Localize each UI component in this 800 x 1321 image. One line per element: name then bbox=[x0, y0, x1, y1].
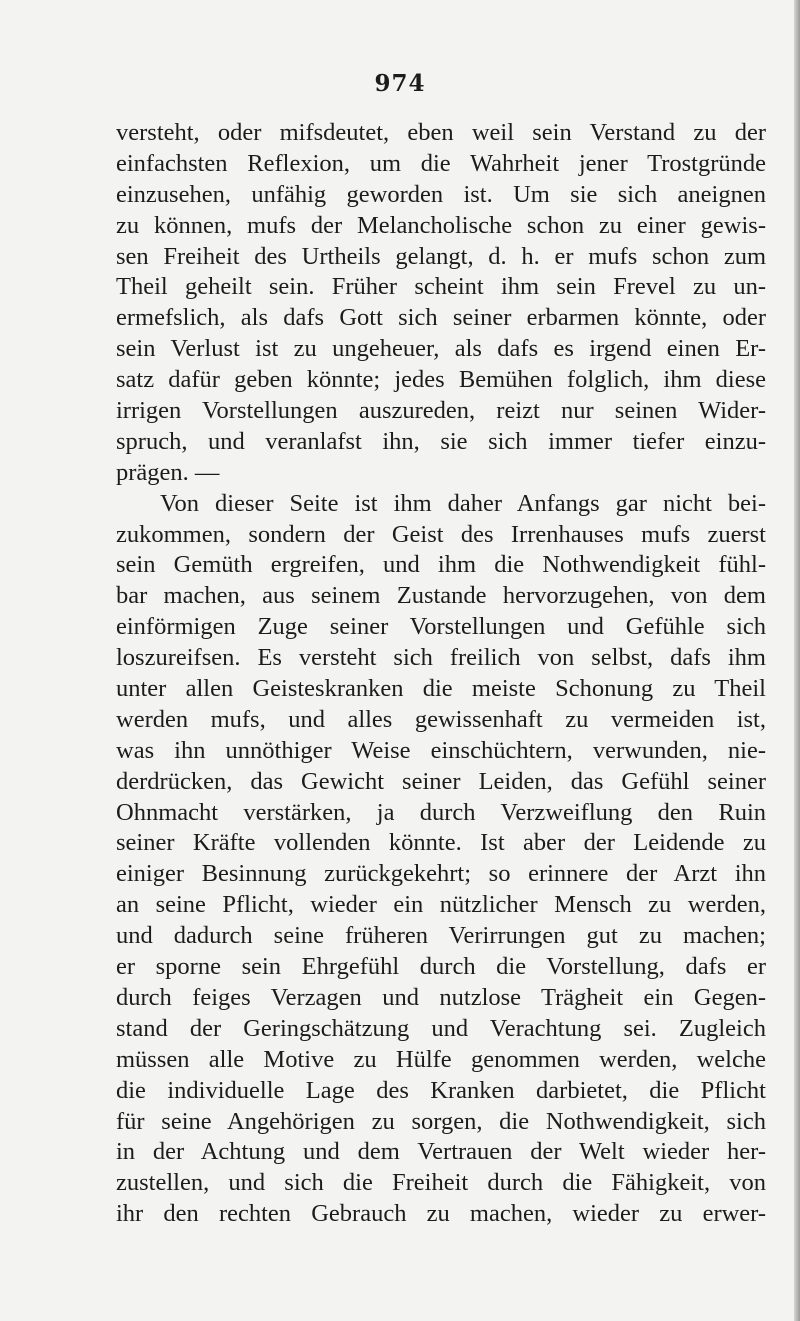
text-line: einiger Besinnung zurückgekehrt; so erinnere der Arzt ihn bbox=[116, 860, 766, 888]
text-line: Theil geheilt sein. Früher scheint ihm sein Frevel zu un- bbox=[116, 273, 766, 301]
text-line: loszureifsen. Es versteht sich freilich von selbst, dafs ihm bbox=[116, 644, 766, 672]
text-line: einzusehen, unfähig geworden ist. Um sie sich aneignen bbox=[116, 180, 766, 208]
text-line: an seine Pflicht, wieder ein nützlicher Mensch zu werden, bbox=[116, 891, 766, 919]
text-line: einfachsten Reflexion, um die Wahrheit jener Trostgründe bbox=[116, 149, 766, 177]
text-line: was ihn unnöthiger Weise einschüchtern, verwunden, nie- bbox=[116, 736, 766, 764]
text-line: in der Achtung und dem Vertrauen der Welt wieder her- bbox=[116, 1138, 766, 1166]
text-line: zu können, mufs der Melancholische schon zu einer gewis- bbox=[116, 211, 766, 239]
text-line: zustellen, und sich die Freiheit durch die Fähigkeit, von bbox=[116, 1169, 766, 1197]
text-line: unter allen Geisteskranken die meiste Schonung zu Theil bbox=[116, 675, 766, 703]
paragraph-start-line: Von dieser Seite ist ihm daher Anfangs gar nicht bei- bbox=[160, 489, 766, 517]
text-line: satz dafür geben könnte; jedes Bemühen folglich, ihm diese bbox=[116, 366, 766, 394]
text-line: spruch, und veranlafst ihn, sie sich immer tiefer einzu- bbox=[116, 427, 766, 455]
text-line: derdrücken, das Gewicht seiner Leiden, das Gefühl seiner bbox=[116, 767, 766, 795]
text-line: Ohnmacht verstärken, ja durch Verzweiflung den Ruin bbox=[116, 798, 766, 826]
page-edge bbox=[794, 0, 800, 1321]
text-line: die individuelle Lage des Kranken darbietet, die Pflicht bbox=[116, 1076, 766, 1104]
text-line: zukommen, sondern der Geist des Irrenhauses mufs zuerst bbox=[116, 520, 766, 548]
text-line: einförmigen Zuge seiner Vorstellungen und Gefühle sich bbox=[116, 613, 766, 641]
text-line: er sporne sein Ehrgefühl durch die Vorstellung, dafs er bbox=[116, 953, 766, 981]
text-line: bar machen, aus seinem Zustande hervorzugehen, von dem bbox=[116, 582, 766, 610]
paragraph-end-line: prägen. — bbox=[116, 458, 220, 486]
text-line: sein Gemüth ergreifen, und ihm die Nothwendigkeit fühl- bbox=[116, 551, 766, 579]
text-line: ihr den rechten Gebrauch zu machen, wieder zu erwer- bbox=[116, 1200, 766, 1228]
text-line: werden mufs, und alles gewissenhaft zu vermeiden ist, bbox=[116, 705, 766, 733]
text-line: sein Verlust ist zu ungeheuer, als dafs es irgend einen Er- bbox=[116, 335, 766, 363]
text-line: stand der Geringschätzung und Verachtung sei. Zugleich bbox=[116, 1014, 766, 1042]
text-line: durch feiges Verzagen und nutzlose Trägheit ein Gegen- bbox=[116, 983, 766, 1011]
text-line: sen Freiheit des Urtheils gelangt, d. h. er mufs schon zum bbox=[116, 242, 766, 270]
text-line: irrigen Vorstellungen auszureden, reizt nur seinen Wider- bbox=[116, 397, 766, 425]
text-line: für seine Angehörigen zu sorgen, die Nothwendigkeit, sich bbox=[116, 1107, 766, 1135]
text-line: versteht, oder mifsdeutet, eben weil sein Verstand zu der bbox=[116, 119, 766, 146]
body-text bbox=[116, 118, 766, 1230]
text-line: ermefslich, als dafs Gott sich seiner erbarmen könnte, oder bbox=[116, 304, 766, 332]
text-line: seiner Kräfte vollenden könnte. Ist aber der Leidende zu bbox=[116, 829, 766, 857]
page-number: 974 bbox=[374, 70, 426, 97]
text-line: müssen alle Motive zu Hülfe genommen werden, welche bbox=[116, 1045, 766, 1073]
text-line: und dadurch seine früheren Verirrungen gut zu machen; bbox=[116, 922, 766, 950]
